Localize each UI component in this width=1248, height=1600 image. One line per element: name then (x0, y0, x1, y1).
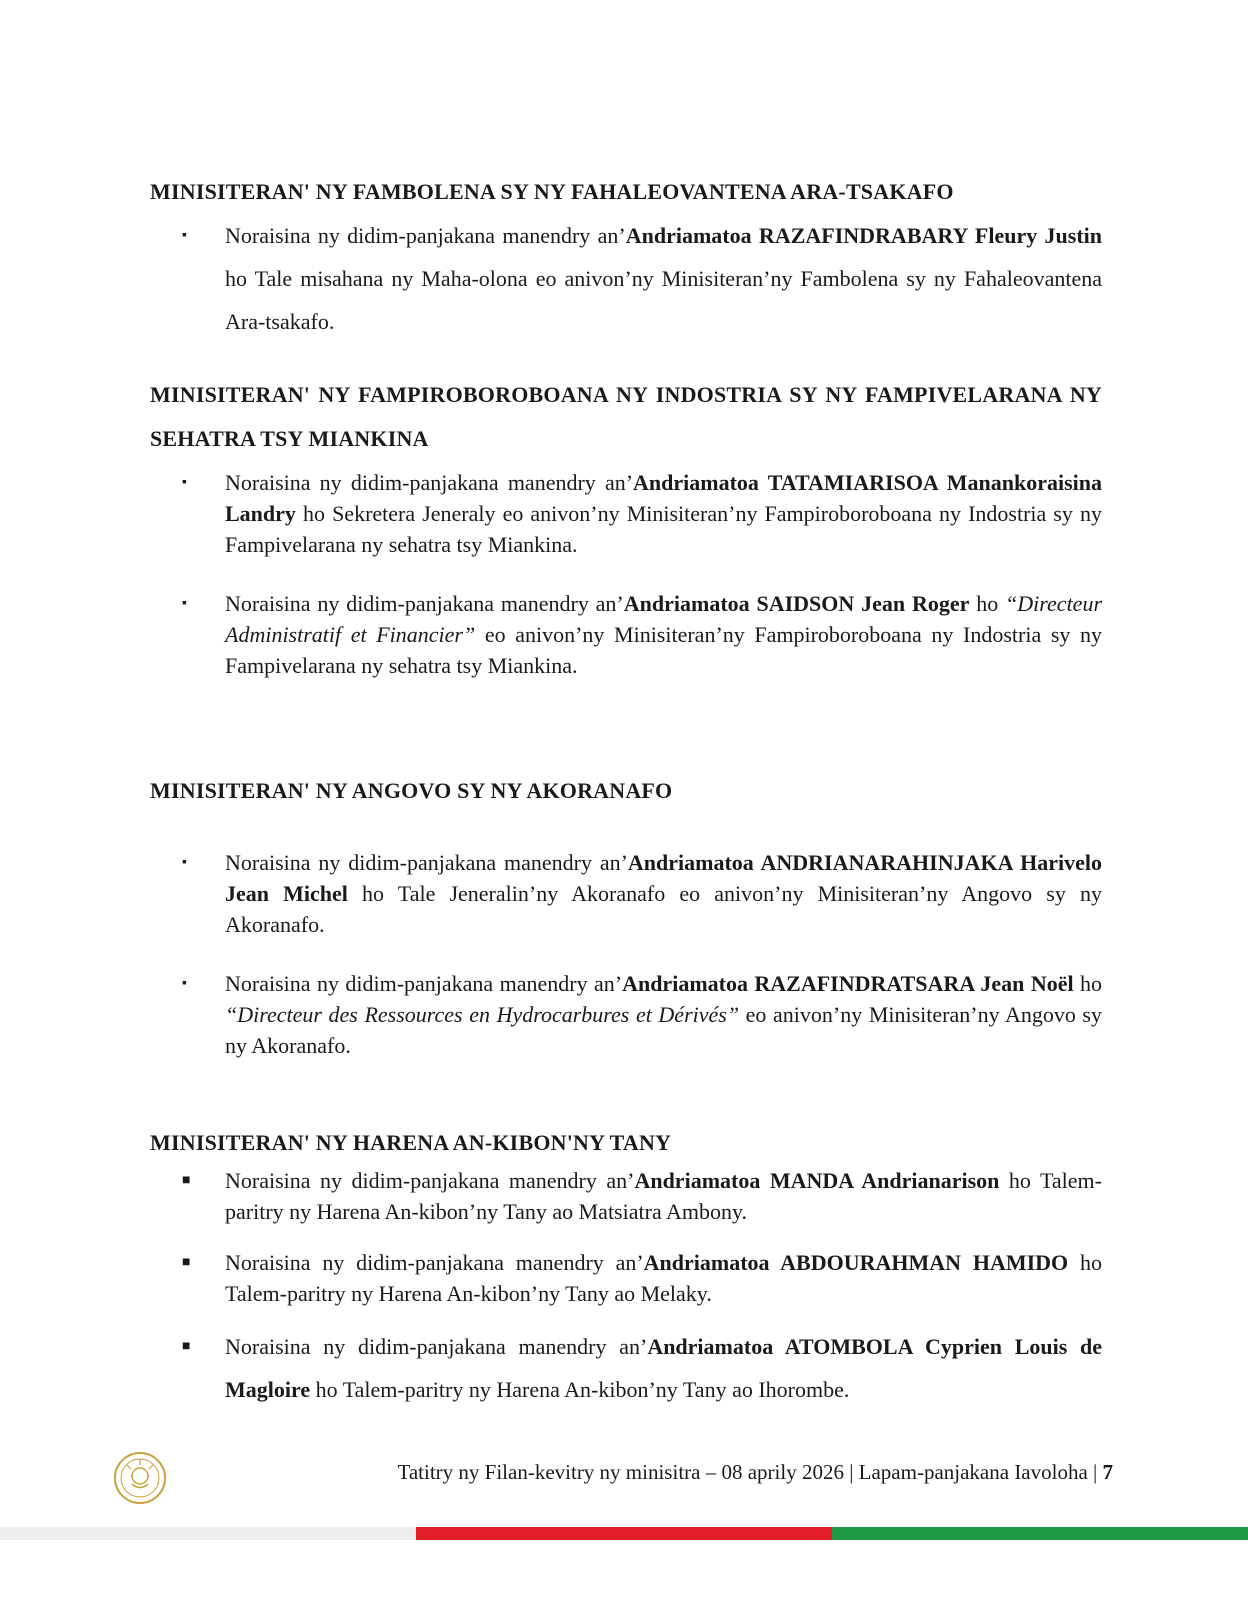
bullet-icon: ▪ (182, 475, 187, 490)
item-list (150, 467, 1102, 681)
presidency-seal-icon (113, 1451, 167, 1505)
section-heading: MINISITERAN' NY HARENA AN-KIBON'NY TANY (150, 1130, 672, 1155)
item-text: ho Tale misahana ny Maha-olona eo anivon’ny Minisiteran’ny Fambolena sy ny Fahaleovantena Ara-tsakafo. (225, 266, 1102, 334)
list-item (150, 847, 1102, 940)
section-heading: MINISITERAN' NY ANGOVO SY NY AKORANAFO (150, 778, 673, 803)
list-item (150, 588, 1102, 681)
appointee-name: Andriamatoa ABDOURAHMAN HAMIDO (643, 1250, 1069, 1275)
flag-stripe-green (832, 1527, 1248, 1540)
bullet-icon: ▪ (182, 976, 187, 991)
item-text: Noraisina ny didim-panjakana manendry an’ (225, 1334, 648, 1359)
section-heading: MINISITERAN' NY FAMBOLENA SY NY FAHALEOVANTENA ARA-TSAKAFO (150, 179, 954, 204)
item-text: ho Talem-paritry ny Harena An-kibon’ny Tany ao Melaky. (225, 1250, 1102, 1306)
appointee-name: Andriamatoa ATOMBOLA Cyprien Louis de Magloire (225, 1334, 1102, 1402)
item-text: ho Tale Jeneralin’ny Akoranafo eo anivon’ny Minisiteran’ny Angovo sy ny Akoranafo. (225, 881, 1102, 937)
item-text: ho (969, 591, 1006, 616)
item-text: Noraisina ny didim-panjakana manendry an’ (225, 470, 634, 495)
item-text: Noraisina ny didim-panjakana manendry an’ (225, 850, 628, 875)
appointee-name: Andriamatoa RAZAFINDRATSARA Jean Noël (622, 971, 1074, 996)
position-title: “Directeur des Ressources en Hydrocarbures et Dérivés” (225, 1002, 740, 1027)
page-content (150, 170, 1102, 1411)
item-text: ho Sekretera Jeneraly eo anivon’ny Minisiteran’ny Fampiroboroboana ny Indostria sy ny Fampivelarana ny sehatra tsy Miankina. (225, 501, 1102, 557)
item-text: eo anivon’ny Minisiteran’ny Angovo sy ny Akoranafo. (225, 1002, 1102, 1058)
item-list (150, 214, 1102, 343)
appointee-name: Andriamatoa RAZAFINDRABARY Fleury Justin (625, 223, 1102, 248)
bullet-icon: ▪ (182, 596, 187, 611)
bullet-icon: ■ (182, 1255, 191, 1270)
bullet-icon: ▪ (182, 855, 187, 870)
item-text: Noraisina ny didim-panjakana manendry an’ (225, 591, 624, 616)
footer-text: Tatitry ny Filan-kevitry ny minisitra – 08 aprily 2026 | Lapam-panjakana Iavoloha | (397, 1460, 1103, 1484)
bullet-icon: ■ (182, 1339, 191, 1354)
item-list (150, 847, 1102, 1061)
page-footer (397, 1460, 1113, 1485)
appointee-name: Andriamatoa TATAMIARISOA Manankoraisina Landry (225, 470, 1103, 526)
item-text: Noraisina ny didim-panjakana manendry an’ (225, 223, 626, 248)
flag-stripe-white (0, 1527, 416, 1540)
position-title: “Directeur Administratif et Financier” (225, 591, 1103, 647)
list-item (150, 214, 1102, 343)
list-item (150, 467, 1102, 560)
list-item (150, 1247, 1102, 1309)
item-text: Noraisina ny didim-panjakana manendry an’ (225, 1250, 644, 1275)
appointee-name: Andriamatoa MANDA Andrianarison (634, 1168, 1000, 1193)
item-text: ho (1073, 971, 1103, 996)
list-item (150, 1165, 1102, 1227)
item-text: eo anivon’ny Minisiteran’ny Fampiroboroboana ny Indostria sy ny Fampivelarana ny sehatra tsy Miankina. (225, 622, 1102, 678)
flag-stripe-red (416, 1527, 832, 1540)
item-text: ho Talem-paritry ny Harena An-kibon’ny Tany ao Matsiatra Ambony. (225, 1168, 1102, 1224)
page-number: 7 (1102, 1460, 1113, 1484)
item-list (150, 1165, 1102, 1411)
item-text: Noraisina ny didim-panjakana manendry an’ (225, 1168, 635, 1193)
list-item (150, 968, 1102, 1061)
appointee-name: Andriamatoa ANDRIANARAHINJAKA Harivelo Jean Michel (225, 850, 1102, 906)
section-heading: MINISITERAN' NY FAMPIROBOROBOANA NY INDOSTRIA SY NY FAMPIVELARANA NY SEHATRA TSY MIANKINA (150, 382, 1102, 451)
appointee-name: Andriamatoa SAIDSON Jean Roger (623, 591, 970, 616)
bullet-icon: ■ (182, 1173, 191, 1188)
list-item (150, 1325, 1102, 1411)
item-text: ho Talem-paritry ny Harena An-kibon’ny Tany ao Ihorombe. (310, 1377, 850, 1402)
bullet-icon: ▪ (182, 228, 187, 243)
item-text: Noraisina ny didim-panjakana manendry an’ (225, 971, 623, 996)
